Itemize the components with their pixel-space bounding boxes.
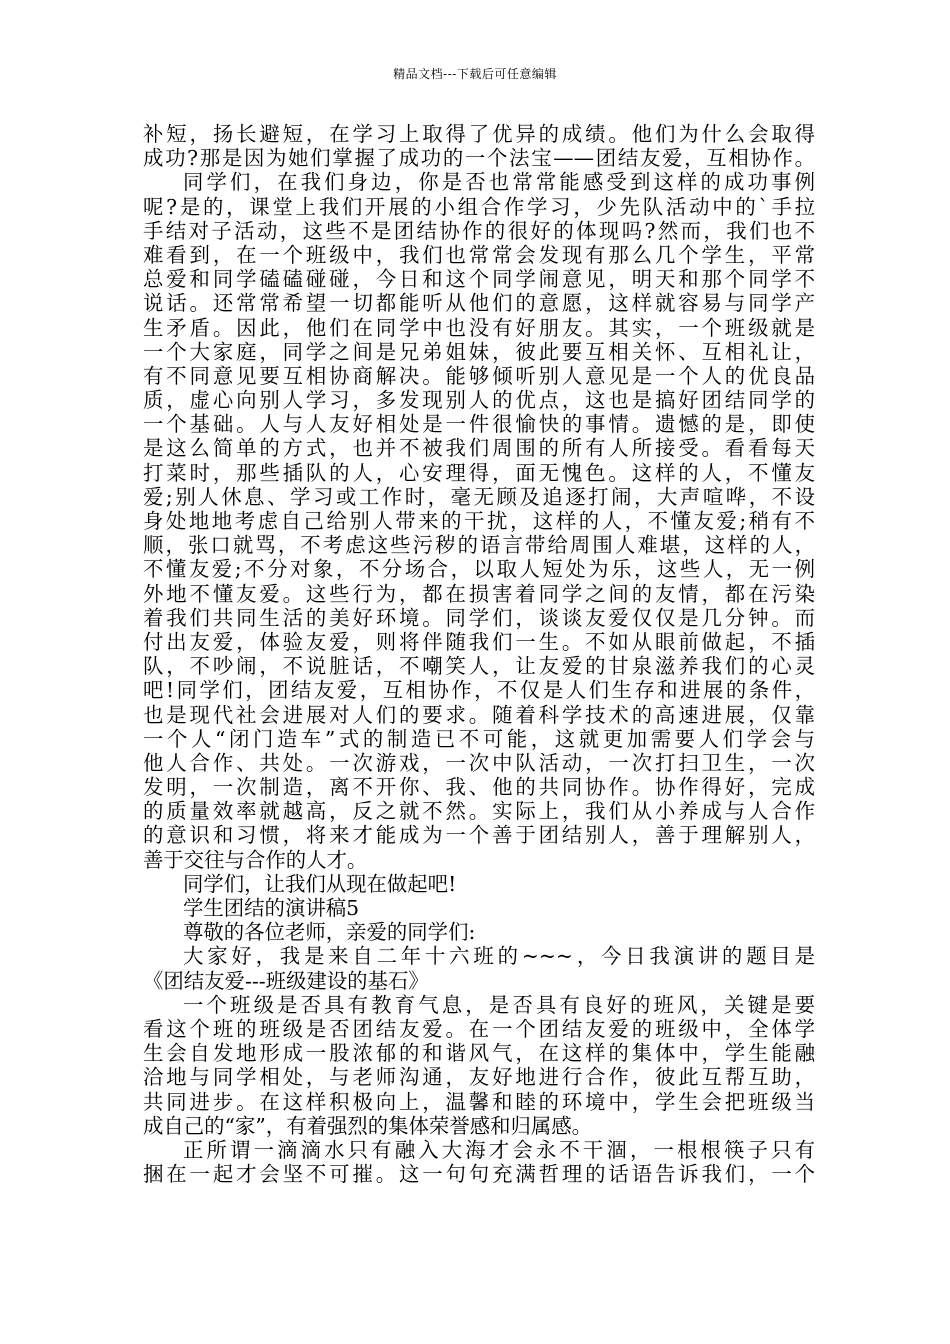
text-line: 生会自发地形成一股浓郁的和谐风气，在这样的集体中，学生能融 bbox=[143, 1041, 815, 1066]
text-line: 一个人“闭门造车”式的制造已不可能，这就更加需要人们学会与 bbox=[143, 726, 815, 751]
text-line: 发明，一次制造，离不开你、我、他的共同协作。协作得好，完成 bbox=[143, 775, 815, 800]
text-line: 大家好，我是来自二年十六班的~~~，今日我演讲的题目是 bbox=[183, 944, 815, 969]
text-line: 成功?那是因为她们掌握了成功的一个法宝——团结友爱，互相协作。 bbox=[143, 146, 815, 171]
text-line: 说话。还常常希望一切都能听从他们的意愿，这样就容易与同学产 bbox=[143, 291, 815, 316]
text-line: 补短，扬长避短，在学习上取得了优异的成绩。他们为什么会取得 bbox=[143, 122, 815, 146]
text-line: 质，虚心向别人学习，多发现别人的优点，这也是搞好团结同学的 bbox=[143, 388, 815, 413]
text-line: 生矛盾。因此，他们在同学中也没有好朋友。其实，一个班级就是 bbox=[143, 315, 815, 340]
text-line: 学生团结的演讲稿5 bbox=[183, 896, 360, 920]
text-line: 着我们共同生活的美好环境。同学们，谈谈友爱仅仅是几分钟。而 bbox=[143, 605, 815, 630]
text-line: 一个大家庭，同学之间是兄弟姐妹，彼此要互相关怀、互相礼让， bbox=[143, 339, 815, 364]
text-line: 捆在一起才会坚不可摧。这一句句充满哲理的话语告诉我们，一个 bbox=[143, 1162, 815, 1187]
text-line: 吧!同学们，团结友爱，互相协作，不仅是人们生存和进展的条件， bbox=[143, 678, 815, 703]
text-line: 队，不吵闹，不说脏话，不嘲笑人，让友爱的甘泉滋养我们的心灵 bbox=[143, 654, 815, 679]
text-line: 尊敬的各位老师，亲爱的同学们: bbox=[183, 920, 476, 945]
text-line: 一个班级是否具有教育气息，是否具有良好的班风，关键是要 bbox=[183, 992, 815, 1017]
text-line: 洽地与同学相处，与老师沟通，友好地进行合作，彼此互帮互助， bbox=[143, 1065, 815, 1090]
text-line: 付出友爱，体验友爱，则将伴随我们一生。不如从眼前做起，不插 bbox=[143, 629, 815, 654]
text-line: 外地不懂友爱。这些行为，都在损害着同学之间的友情，都在污染 bbox=[143, 581, 815, 606]
text-line: 正所谓一滴滴水只有融入大海才会永不干涸，一根根筷子只有 bbox=[183, 1137, 815, 1162]
text-line: 打菜时，那些插队的人，心安理得，面无愧色。这样的人，不懂友 bbox=[143, 460, 815, 485]
text-line: 他人合作、共处。一次游戏，一次中队活动，一次打扫卫生，一次 bbox=[143, 750, 815, 775]
text-line: 的意识和习惯，将来才能成为一个善于团结别人，善于理解别人， bbox=[143, 823, 815, 848]
text-line: 也是现代社会进展对人们的要求。随着科学技术的高速进展，仅靠 bbox=[143, 702, 815, 727]
text-line: 同学们，在我们身边，你是否也常常能感受到这样的成功事例 bbox=[183, 170, 815, 195]
text-line: 不懂友爱;不分对象，不分场合，以取人短处为乐，这些人，无一例 bbox=[143, 557, 815, 582]
text-line: 顺，张口就骂，不考虑这些污秽的语言带给周围人难堪，这样的人， bbox=[143, 533, 815, 558]
text-line: 同学们，让我们从现在做起吧! bbox=[183, 871, 457, 896]
page-header: 精品文档---下载后可任意编辑 bbox=[393, 67, 557, 81]
text-line: 爱;别人休息、学习或工作时，毫无顾及追逐打闹，大声喧哗，不设 bbox=[143, 484, 815, 509]
text-line: 善于交往与合作的人才。 bbox=[143, 847, 368, 872]
text-line: 是这么简单的方式，也并不被我们周围的所有人所接受。看看每天 bbox=[143, 436, 815, 461]
text-line: 身处地地考虑自己给别人带来的干扰，这样的人，不懂友爱;稍有不 bbox=[143, 509, 815, 533]
text-line: 看这个班的班级是否团结友爱。在一个团结友爱的班级中，全体学 bbox=[143, 1016, 815, 1041]
text-line: 一个基础。人与人友好相处是一件很愉快的事情。遗憾的是，即使 bbox=[143, 412, 815, 437]
text-line: 共同进步。在这样积极向上，温馨和睦的环境中，学生会把班级当 bbox=[143, 1089, 815, 1114]
text-line: 呢?是的，课堂上我们开展的小组合作学习，少先队活动中的`手拉 bbox=[143, 194, 815, 219]
text-line: 成自己的“家”，有着强烈的集体荣誉感和归属感。 bbox=[143, 1113, 593, 1138]
text-line: 《团结友爱---班级建设的基石》 bbox=[143, 968, 429, 993]
text-line: 难看到，在一个班级中，我们也常常会发现有那么几个学生，平常 bbox=[143, 242, 815, 267]
text-line: 手结对子活动，这些不是团结协作的很好的体现吗?然而，我们也不 bbox=[143, 218, 815, 243]
text-line: 的质量效率就越高，反之就不然。实际上，我们从小养成与人合作 bbox=[143, 799, 815, 824]
text-line: 总爱和同学磕磕碰碰，今日和这个同学闹意见，明天和那个同学不 bbox=[143, 267, 815, 292]
text-line: 有不同意见要互相协商解决。能够倾听别人意见是一个人的优良品 bbox=[143, 363, 815, 388]
document-body bbox=[143, 122, 815, 1186]
